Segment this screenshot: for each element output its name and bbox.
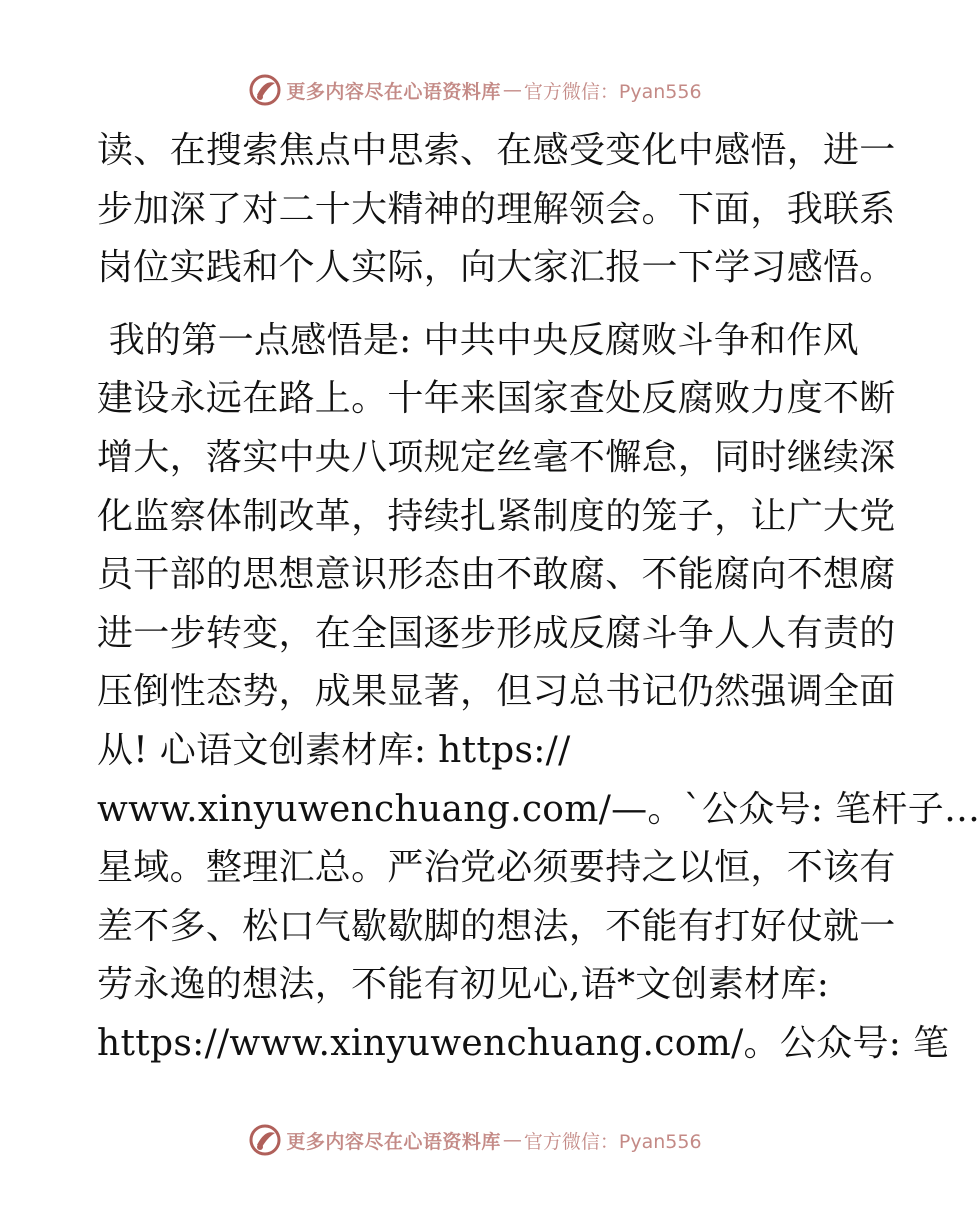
brand-logo-icon — [248, 1123, 282, 1157]
text-line: 压倒性态势，成果显著，但习总书记仍然强调全面 — [97, 671, 896, 713]
text-line: 进一步转变，在全国逐步形成反腐斗争人人有责的 — [97, 612, 896, 654]
document-body — [97, 122, 980, 1074]
text-line: 差不多、松口气歇歇脚的想法，不能有打好仗就一 — [97, 905, 896, 947]
text-line: 增大，落实中央八项规定丝毫不懈怠，同时继续深 — [97, 436, 896, 478]
footer-banner — [0, 1120, 950, 1160]
text-line: 我的第一点感悟是: 中共中央反腐败斗争和作风 — [97, 319, 859, 361]
text-line: 化监察体制改革，持续扎紧制度的笼子，让广大党 — [97, 495, 896, 537]
text-line: 步加深了对二十大精神的理解领会。下面，我联系 — [97, 188, 896, 230]
text-line: www.xinyuwenchuang.com/—。`公众号: 笔杆子… — [97, 788, 980, 830]
paragraph-2 — [97, 312, 980, 1074]
banner-site-name: 更多内容尽在心语资料库 — [286, 80, 501, 103]
header-banner — [0, 70, 950, 110]
banner-wechat: 官方微信：Pyan556 — [523, 1130, 702, 1153]
text-line: 从! 心语文创素材库: https:// — [97, 729, 571, 771]
banner-wechat: 官方微信：Pyan556 — [523, 80, 702, 103]
banner-separator: — — [502, 1129, 522, 1151]
text-line: 星域。整理汇总。严治党必须要持之以恒，不该有 — [97, 847, 896, 889]
banner-site-name: 更多内容尽在心语资料库 — [286, 1130, 501, 1153]
text-line: https://www.xinyuwenchuang.com/。公众号: 笔 — [97, 1022, 950, 1064]
text-line: 劳永逸的想法，不能有初见心,语*文创素材库: — [97, 964, 830, 1006]
text-line: 读、在搜索焦点中思索、在感受变化中感悟，进一 — [97, 130, 896, 171]
text-line: 岗位实践和个人实际，向大家汇报一下学习感悟。 — [97, 247, 896, 289]
text-line: 员干部的思想意识形态由不敢腐、不能腐向不想腐 — [97, 554, 896, 596]
banner-separator: — — [502, 79, 522, 101]
paragraph-1 — [97, 122, 896, 298]
brand-logo-icon — [248, 73, 282, 107]
text-line: 建设永远在路上。十年来国家查处反腐败力度不断 — [97, 378, 896, 420]
